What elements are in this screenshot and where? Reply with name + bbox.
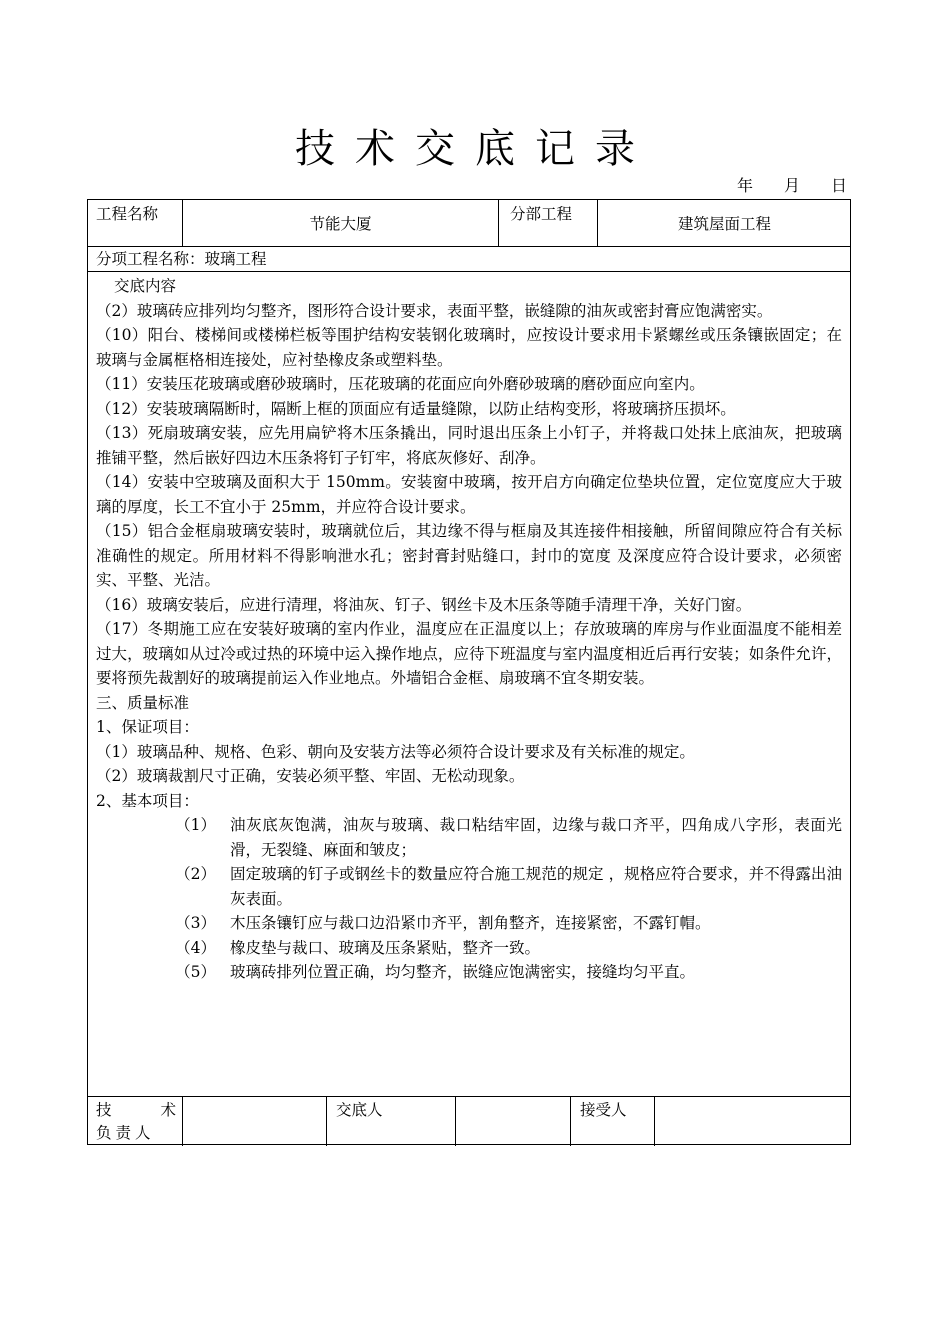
receiver-label: 接受人 <box>580 1101 627 1119</box>
tech-lead-label-line2: 负责人 <box>96 1124 155 1142</box>
basic-item <box>96 936 842 961</box>
date-year: 年 <box>737 176 754 195</box>
division-value: 建筑屋面工程 <box>677 215 771 233</box>
date-month: 月 <box>783 176 800 195</box>
quality-heading: 三、质量标准 <box>96 693 190 712</box>
basic-item-number: （3） <box>175 914 216 932</box>
basic-item-text: 橡皮垫与裁口、玻璃及压条紧贴，整齐一致。 <box>230 938 541 957</box>
basic-item-number: （5） <box>175 963 216 981</box>
content-heading: 交底内容 <box>114 277 177 295</box>
guarantee-item: （1）玻璃品种、规格、色彩、朝向及安装方法等必须符合设计要求及有关标准的规定。 <box>96 742 695 761</box>
disclosure-content <box>88 271 850 1093</box>
subitem-name: 分项工程名称：玻璃工程 <box>96 250 267 268</box>
content-item: （11）安装压花玻璃或磨砂玻璃时，压花玻璃的花面应向外磨砂玻璃的磨砂面应向室内。 <box>96 375 705 393</box>
tech-lead-label-line1: 技 术 <box>96 1101 176 1119</box>
content-item: （10）阳台、楼梯间或楼梯栏板等围护结构安装钢化玻璃时，应按设计要求用卡紧螺丝或压条镶嵌固定；在玻璃与金属框格相连接处，应衬垫橡皮条或塑料垫。 <box>96 326 842 369</box>
basic-heading: 2、基本项目： <box>96 791 199 810</box>
content-item: （16）玻璃安装后，应进行清理，将油灰、钉子、钢丝卡及木压条等随手清理干净，关好门窗。 <box>96 595 752 614</box>
date-line <box>737 175 847 197</box>
basic-item-text: 玻璃砖排列位置正确，均匀整齐，嵌缝应饱满密实，接缝均匀平直。 <box>230 963 696 981</box>
basic-item-text: 油灰底灰饱满，油灰与玻璃、裁口粘结牢固，边缘与裁口齐平，四角成八字形，表面光滑，无裂缝、麻面和皱皮； <box>230 816 842 859</box>
content-item: （13）死扇玻璃安装，应先用扁铲将木压条撬出，同时退出压条上小钉子，并将裁口处抹上底油灰，把玻璃推铺平整，然后嵌好四边木压条将钉子钉牢，将底灰修好、刮净。 <box>96 424 842 467</box>
disclosure-table <box>87 199 851 1145</box>
basic-item-number: （4） <box>175 938 216 957</box>
project-name-label: 工程名称 <box>96 205 159 223</box>
basic-item <box>96 862 842 911</box>
basic-item-number: （1） <box>175 816 216 834</box>
basic-item-number: （2） <box>175 865 216 883</box>
page-title: 技术交底记录 <box>295 126 655 172</box>
basic-item-text: 木压条镶钉应与裁口边沿紧巾齐平，割角整齐，连接紧密，不露钉帽。 <box>230 914 711 932</box>
content-item: （2）玻璃砖应排列均匀整齐，图形符合设计要求，表面平整，嵌缝隙的油灰或密封膏应饱满密实。 <box>96 301 773 320</box>
discloser-label: 交底人 <box>336 1101 383 1119</box>
basic-item <box>96 911 842 936</box>
date-day: 日 <box>830 176 847 195</box>
basic-item <box>96 813 842 862</box>
guarantee-item: （2）玻璃裁割尺寸正确，安装必须平整、牢固、无松动现象。 <box>96 767 525 785</box>
content-item: （12）安装玻璃隔断时，隔断上框的顶面应有适量缝隙，以防止结构变形，将玻璃挤压损坏。 <box>96 399 736 418</box>
content-item: （15）铝合金框扇玻璃安装时，玻璃就位后，其边缘不得与框扇及其连接件相接触，所留间隙应符合有关标准确性的规定。所用材料不得影响泄水孔；密封膏封贴缝口，封巾的宽度 及深度应符合设计要求，必须密实、平整、光洁。 <box>96 522 842 589</box>
guarantee-heading: 1、保证项目： <box>96 718 199 736</box>
content-item: （14）安装中空玻璃及面积大于 150mm。安装窗中玻璃，按开启方向确定位垫块位置，定位宽度应大于玻璃的厚度，长工不宜小于 25mm，并应符合设计要求。 <box>96 473 842 516</box>
project-name-value: 节能大厦 <box>309 215 372 233</box>
content-item: （17）冬期施工应在安装好玻璃的室内作业，温度应在正温度以上；存放玻璃的库房与作业面温度不能相差过大，玻璃如从过冷或过热的环境中运入操作地点，应待下班温度与室内温度相近后再行安装；如条件允许，要将预先裁割好的玻璃提前运入作业地点。外墙铝合金框、扇玻璃不宜冬期安装。 <box>96 620 842 687</box>
basic-item <box>96 960 842 985</box>
basic-item-text: 固定玻璃的钉子或钢丝卡的数量应符合施工规范的规定 ，规格应符合要求，并不得露出油灰表面。 <box>230 865 842 908</box>
division-label: 分部工程 <box>510 205 573 223</box>
